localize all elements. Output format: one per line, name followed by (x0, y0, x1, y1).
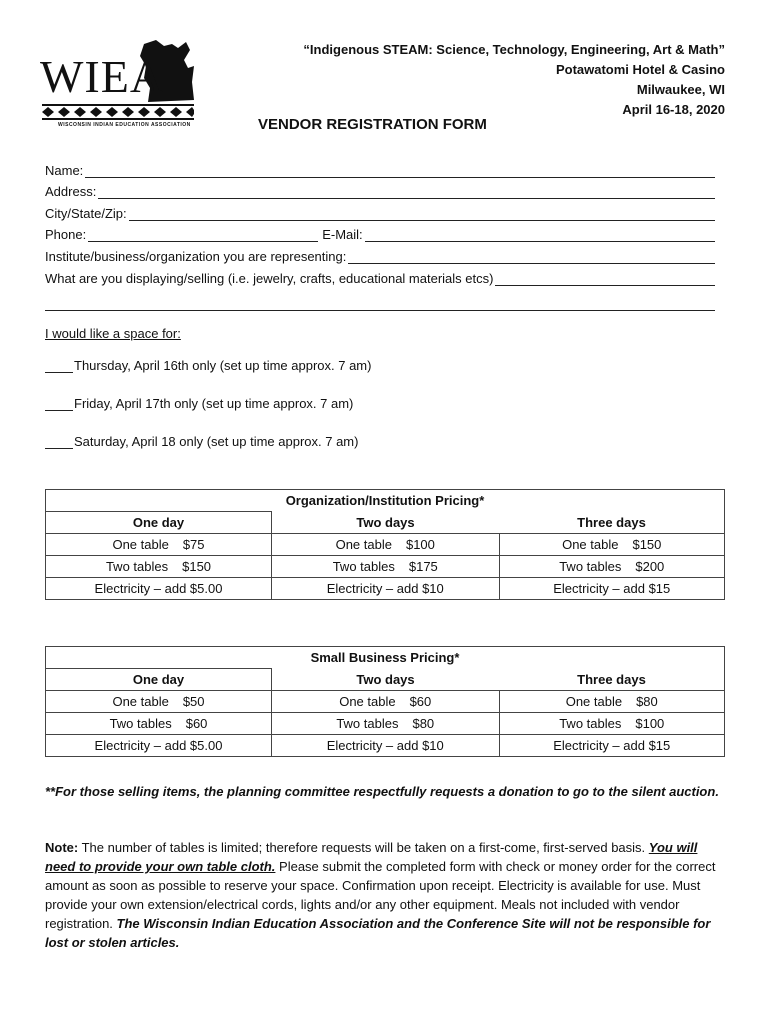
note-disclaimer: The Wisconsin Indian Education Association and the Conference Site will not be responsible for lost or stolen articles. (45, 916, 711, 950)
sb-two-tables-cell: Two tables $80 (272, 713, 500, 735)
logo-pattern-band (42, 104, 194, 120)
saturday-label: Saturday, April 18 only (set up time approx. 7 am) (74, 434, 359, 449)
sb-two-tables-cell: Two tables $100 (499, 713, 725, 735)
sb-col-header: Three days (499, 669, 725, 691)
note-tablecloth-emphasis: You will need to provide your own table cloth. (45, 840, 698, 874)
displaying-line[interactable] (495, 271, 715, 286)
org-electricity-cell: Electricity – add $5.00 (46, 578, 272, 600)
sb-col-header: Two days (272, 669, 500, 691)
thursday-checkbox-blank[interactable] (45, 359, 73, 373)
sb-one-table-cell: One table $50 (46, 691, 272, 713)
event-title: “Indigenous STEAM: Science, Technology, Engineering, Art & Math” (303, 42, 725, 57)
wiea-logo (38, 38, 198, 130)
donation-note: **For those selling items, the planning committee respectfully requests a donation to go to the silent auction. (45, 784, 719, 799)
name-field[interactable] (45, 156, 715, 178)
address-label: Address: (45, 184, 97, 200)
org-two-tables-cell: Two tables $200 (499, 556, 725, 578)
event-header (303, 40, 725, 120)
sb-electricity-cell: Electricity – add $5.00 (46, 735, 272, 757)
address-field[interactable] (45, 178, 715, 200)
small-business-pricing-table (45, 646, 725, 757)
event-venue: Potawatomi Hotel & Casino (555, 62, 725, 77)
phone-label: Phone: (45, 227, 87, 243)
saturday-option[interactable] (45, 434, 358, 449)
event-city: Milwaukee, WI (636, 82, 725, 97)
org-two-tables-cell: Two tables $150 (46, 556, 272, 578)
note-label: Note: (45, 840, 79, 855)
city-state-zip-field[interactable] (45, 199, 715, 221)
displaying-label: What are you displaying/selling (i.e. jewelry, crafts, educational materials etcs) (45, 270, 494, 286)
logo-org-name: WISCONSIN INDIAN EDUCATION ASSOCIATION (58, 122, 191, 128)
sb-two-tables-cell: Two tables $60 (46, 713, 272, 735)
friday-checkbox-blank[interactable] (45, 397, 73, 411)
address-line[interactable] (98, 184, 715, 199)
form-title: VENDOR REGISTRATION FORM (258, 116, 487, 133)
displaying-extra-line[interactable] (45, 286, 715, 311)
note-paragraph (45, 838, 725, 952)
note-text-1: The number of tables is limited; therefore requests will be taken on a first-come, first-served basis. (78, 840, 649, 855)
org-pricing-table (45, 489, 725, 600)
org-electricity-cell: Electricity – add $10 (272, 578, 500, 600)
note-text-2: Please submit the completed form with check or money order for the correct amount as soon as possible to reserve your space. Confirmation upon receipt. Electricity is available for use. Must provide your own extension/electrical cords, lights and/or any other equipment. Meals not included with vendor registration. (45, 859, 716, 931)
org-one-table-cell: One table $75 (46, 534, 272, 556)
name-label: Name: (45, 162, 84, 178)
email-line[interactable] (365, 227, 715, 242)
saturday-checkbox-blank[interactable] (45, 435, 73, 449)
sb-electricity-cell: Electricity – add $15 (499, 735, 725, 757)
space-heading: I would like a space for: (45, 326, 181, 341)
name-line[interactable] (85, 163, 715, 178)
sb-col-header: One day (46, 669, 272, 691)
org-one-table-cell: One table $150 (499, 534, 725, 556)
thursday-option[interactable] (45, 358, 371, 373)
logo-text: WIEA (40, 51, 165, 102)
event-dates: April 16-18, 2020 (622, 102, 725, 117)
org-electricity-cell: Electricity – add $15 (499, 578, 725, 600)
org-col-header: One day (46, 512, 272, 534)
organization-label: Institute/business/organization you are representing: (45, 248, 347, 264)
sb-one-table-cell: One table $80 (499, 691, 725, 713)
phone-email-field[interactable] (45, 221, 715, 243)
sb-one-table-cell: One table $60 (272, 691, 500, 713)
sb-electricity-cell: Electricity – add $10 (272, 735, 500, 757)
city-state-zip-line[interactable] (129, 206, 715, 221)
org-one-table-cell: One table $100 (272, 534, 500, 556)
small-business-pricing-title: Small Business Pricing* (46, 647, 725, 669)
friday-label: Friday, April 17th only (set up time approx. 7 am) (74, 396, 354, 411)
email-label: E-Mail: (322, 227, 363, 243)
organization-field[interactable] (45, 242, 715, 264)
displaying-field[interactable] (45, 264, 715, 286)
city-state-zip-label: City/State/Zip: (45, 205, 127, 221)
organization-line[interactable] (348, 249, 715, 264)
phone-line[interactable] (88, 227, 318, 242)
org-col-header: Two days (272, 512, 500, 534)
org-col-header: Three days (499, 512, 725, 534)
org-two-tables-cell: Two tables $175 (272, 556, 500, 578)
registration-fields (45, 156, 715, 311)
org-pricing-title: Organization/Institution Pricing* (46, 490, 725, 512)
thursday-label: Thursday, April 16th only (set up time approx. 7 am) (74, 358, 372, 373)
friday-option[interactable] (45, 396, 353, 411)
